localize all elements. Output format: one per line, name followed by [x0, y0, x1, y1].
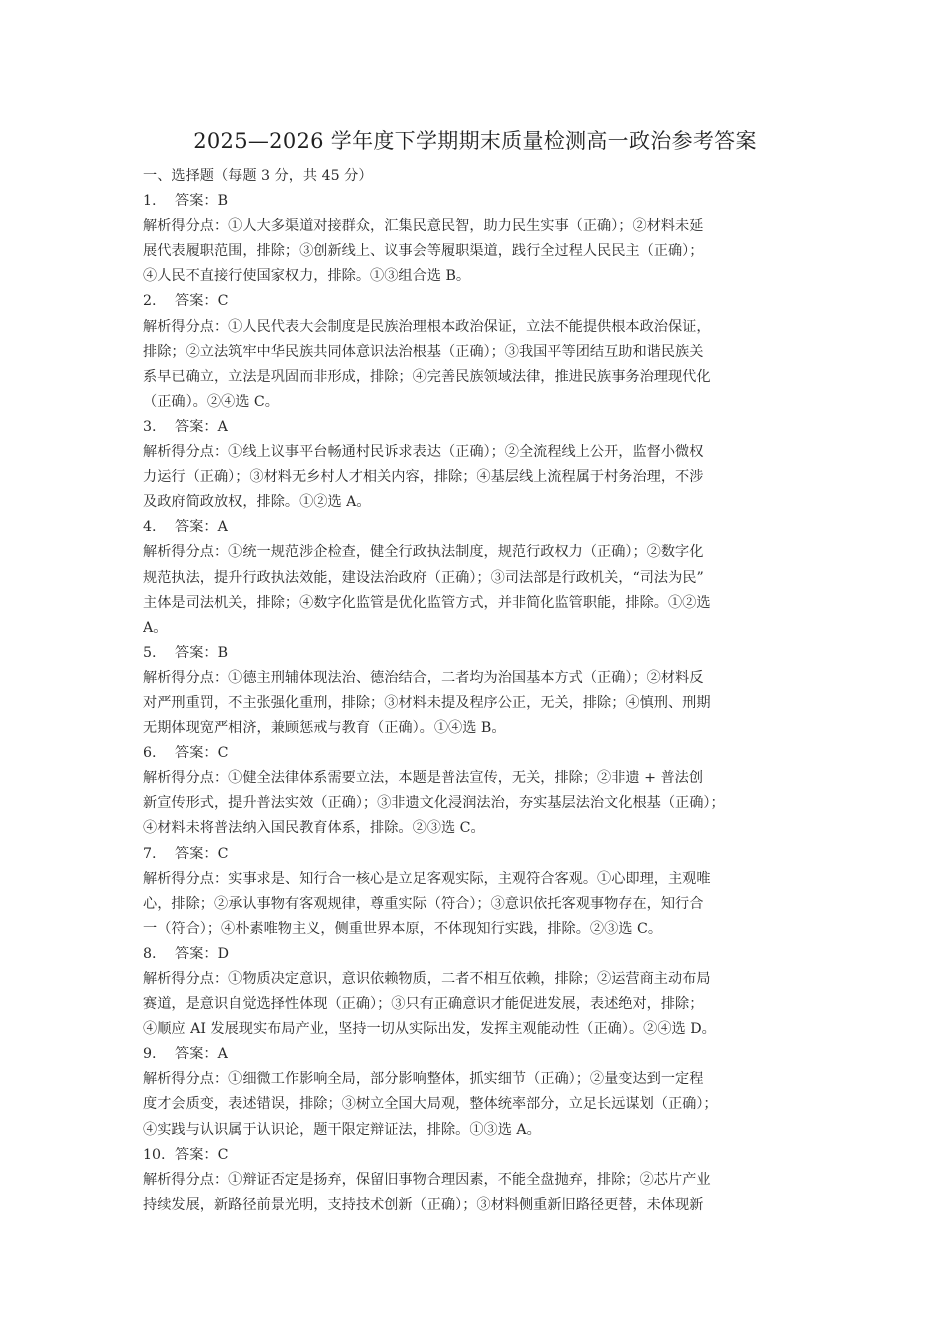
explanation-line: 解析得分点：①线上议事平台畅通村民诉求表达（正确）；②全流程线上公开，监督小微权: [143, 444, 704, 461]
explanation-line: ④人民不直接行使国家权力，排除。①③组合选 B。: [143, 268, 471, 285]
answer-choice: 答案：A: [175, 519, 228, 536]
answer-choice: 答案：D: [175, 945, 229, 962]
answer-choice: 答案：C: [175, 293, 229, 310]
explanation-line: 对严刑重罚，不主张强化重刑，排除；③材料未提及程序公正，无关，排除；④慎刑、刑期: [143, 694, 711, 711]
explanation-line: 排除；②立法筑牢中华民族共同体意识法治根基（正确）；③我国平等团结互助和谐民族关: [143, 343, 704, 360]
answer-choice: 答案：A: [175, 1046, 228, 1063]
explanation-line: 解析得分点：①人大多渠道对接群众，汇集民意民智，助力民生实事（正确）；②材料未延: [143, 218, 704, 235]
question-number: 7.: [143, 845, 157, 862]
question-answer-line: [143, 289, 815, 314]
explanation-line: 展代表履职范围，排除；③创新线上、议事会等履职渠道，践行全过程人民民主（正确）；: [143, 243, 704, 260]
explanation-line: 及政府简政放权，排除。①②选 A。: [143, 494, 371, 511]
question-number: 5.: [143, 644, 157, 661]
question-number: 9.: [143, 1046, 157, 1063]
question-number: 10.: [143, 1146, 166, 1163]
question-number: 4.: [143, 519, 157, 536]
explanation-line: 一（符合）；④朴素唯物主义，侧重世界本原，不体现知行实践，排除。②③选 C。: [143, 920, 663, 937]
explanation-line: 新宣传形式，提升普法实效（正确）；③非遗文化浸润法治，夯实基层法治文化根基（正确）；: [143, 795, 725, 812]
explanation-line: 力运行（正确）；③材料无乡村人才相关内容，排除；④基层线上流程属于村务治理，不涉: [143, 469, 704, 486]
question-answer-line: [143, 942, 815, 967]
explanation-line: 解析得分点：①辩证否定是扬弃，保留旧事物合理因素，不能全盘抛弃，排除；②芯片产业: [143, 1171, 711, 1188]
explanation-line: 解析得分点：①人民代表大会制度是民族治理根本政治保证，立法不能提供根本政治保证，: [143, 318, 711, 335]
question-answer-line: [143, 1042, 815, 1067]
answer-choice: 答案：C: [175, 845, 229, 862]
question-answer-line: [143, 189, 815, 214]
explanation-line: 心，排除；②承认事物有客观规律，尊重实际（符合）；③意识依托客观事物存在，知行合: [143, 895, 704, 912]
explanation-line: 系早已确立，立法是巩固而非形成，排除；④完善民族领域法律，推进民族事务治理现代化: [143, 368, 711, 385]
explanation-line: ④顺应 AI 发展现实布局产业，坚持一切从实际出发，发挥主观能动性（正确）。②④选 D。: [143, 1021, 716, 1038]
answer-choice: 答案：C: [175, 1146, 229, 1163]
explanation-line: 解析得分点：①物质决定意识，意识依赖物质，二者不相互依赖，排除；②运营商主动布局: [143, 971, 711, 987]
explanation-line: A。: [143, 619, 168, 636]
explanation-line: 解析得分点：①德主刑辅体现法治、德治结合，二者均为治国基本方式（正确）；②材料反: [143, 669, 704, 686]
explanation-line: 度才会质变，表述错误，排除；③树立全国大局观，整体统率部分，立足长远谋划（正确）；: [143, 1096, 718, 1113]
explanation-line: 解析得分点：实事求是、知行合一核心是立足客观实际，主观符合客观。①心即理，主观唯: [143, 870, 711, 887]
question-number: 6.: [143, 745, 157, 762]
explanation-line: 解析得分点：①统一规范涉企检查，健全行政执法制度，规范行政权力（正确）；②数字化: [143, 544, 704, 561]
explanation-line: 主体是司法机关，排除；④数字化监管是优化监管方式，并非简化监管职能，排除。①②选: [143, 594, 711, 611]
explanation-line: 解析得分点：①细微工作影响全局，部分影响整体，抓实细节（正确）；②量变达到一定程: [143, 1071, 704, 1088]
explanation-line: 持续发展，新路径前景光明，支持技术创新（正确）；③材料侧重新旧路径更替，未体现新: [143, 1196, 704, 1213]
answer-choice: 答案：B: [175, 644, 228, 661]
answer-choice: 答案：A: [175, 418, 228, 435]
answer-choice: 答案：C: [175, 745, 229, 762]
answer-body: [143, 164, 815, 1218]
question-answer-line: [143, 415, 815, 440]
explanation-line: 无期体现宽严相济，兼顾惩戒与教育（正确）。①④选 B。: [143, 720, 506, 737]
question-answer-line: [143, 741, 815, 766]
explanation-line: ④实践与认识属于认识论，题干限定辩证法，排除。①③选 A。: [143, 1121, 541, 1138]
question-answer-line: [143, 842, 815, 867]
question-number: 3.: [143, 418, 157, 435]
question-answer-line: [143, 515, 815, 540]
explanation-line: （正确）。②④选 C。: [143, 393, 279, 410]
explanation-line: 解析得分点：①健全法律体系需要立法，本题是普法宣传，无关，排除；②非遗 + 普法创: [143, 770, 704, 787]
question-answer-line: [143, 641, 815, 666]
page-title: 2025—2026 学年度下学期期末质量检测高一政治参考答案: [193, 129, 757, 153]
explanation-line: ④材料未将普法纳入国民教育体系，排除。②③选 C。: [143, 820, 485, 837]
question-answer-line: [143, 1143, 815, 1168]
question-number: 1.: [143, 193, 157, 210]
section-heading: 一、选择题（每题 3 分，共 45 分）: [143, 168, 373, 184]
answer-choice: 答案：B: [175, 193, 228, 210]
explanation-line: 规范执法，提升行政执法效能，建设法治政府（正确）；③司法部是行政机关，“司法为民”: [143, 569, 704, 586]
question-number: 2.: [143, 293, 157, 310]
question-number: 8.: [143, 945, 157, 962]
explanation-line: 赛道，是意识自觉选择性体现（正确）；③只有正确意识才能促进发展，表述绝对，排除；: [143, 996, 704, 1013]
